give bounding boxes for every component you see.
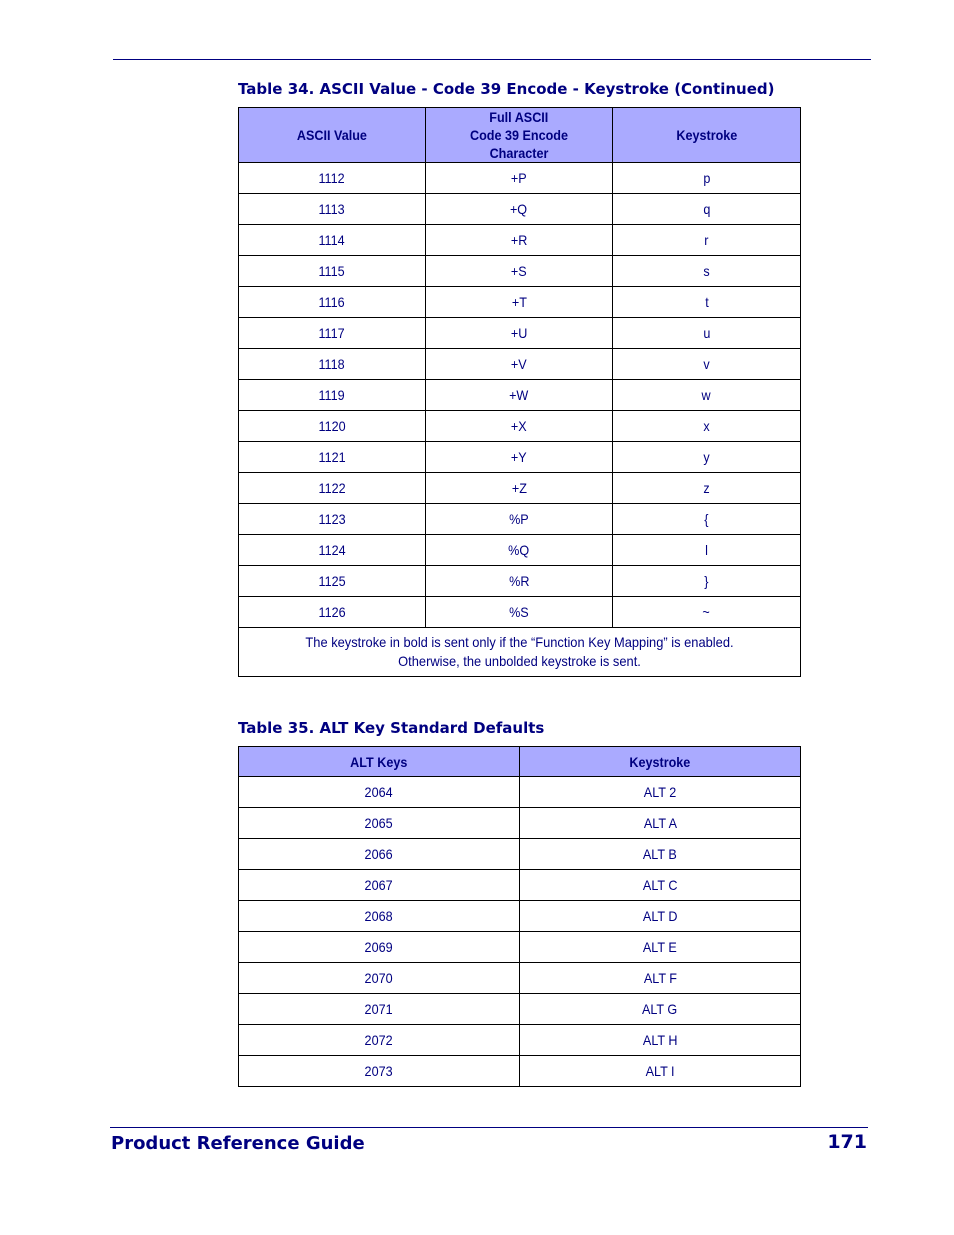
table-row [239, 256, 801, 287]
table-cell: +W [426, 380, 613, 411]
table-35 [238, 746, 801, 1087]
header-ascii-value: ASCII Value [239, 108, 426, 163]
table-34-header-row [239, 108, 801, 163]
table-cell: 1116 [239, 287, 426, 318]
table-cell: 1123 [239, 504, 426, 535]
table-cell: ALT E [520, 932, 801, 963]
table-row [239, 318, 801, 349]
table-row [239, 163, 801, 194]
table-cell: 1112 [239, 163, 426, 194]
table-row [239, 473, 801, 504]
table-cell: v [613, 349, 801, 380]
table-row [239, 194, 801, 225]
table-cell: z [613, 473, 801, 504]
table-cell: 2070 [239, 963, 520, 994]
table-cell: ALT A [520, 808, 801, 839]
table-cell: ALT F [520, 963, 801, 994]
header-keystroke: Keystroke [520, 747, 801, 777]
table-cell: 2072 [239, 1025, 520, 1056]
footer-title: Product Reference Guide [111, 1133, 365, 1154]
table-row [239, 808, 801, 839]
table-cell: y [613, 442, 801, 473]
table-cell: %R [426, 566, 613, 597]
table-cell: ALT G [520, 994, 801, 1025]
table-cell: 1113 [239, 194, 426, 225]
table-cell: 1119 [239, 380, 426, 411]
header-keystroke: Keystroke [613, 108, 801, 163]
table-cell: 1115 [239, 256, 426, 287]
table-row [239, 1025, 801, 1056]
table-cell: +X [426, 411, 613, 442]
table-cell: 1114 [239, 225, 426, 256]
table-35-caption: Table 35. ALT Key Standard Defaults [238, 719, 545, 737]
table-row [239, 994, 801, 1025]
table-cell: 2073 [239, 1056, 520, 1087]
table-row [239, 839, 801, 870]
table-cell: %Q [426, 535, 613, 566]
table-cell: 1117 [239, 318, 426, 349]
table-row [239, 380, 801, 411]
table-cell: 1120 [239, 411, 426, 442]
table-cell: 1124 [239, 535, 426, 566]
table-cell: 1118 [239, 349, 426, 380]
table-cell: } [613, 566, 801, 597]
table-cell: ALT 2 [520, 777, 801, 808]
table-cell: 1126 [239, 597, 426, 628]
table-row [239, 349, 801, 380]
table-cell: 1122 [239, 473, 426, 504]
table-cell: r [613, 225, 801, 256]
table-cell: 2064 [239, 777, 520, 808]
table-34-note: The keystroke in bold is sent only if the “Function Key Mapping” is enabled. Otherwise, the unbolded keystroke is sent. [239, 628, 801, 677]
table-row [239, 963, 801, 994]
table-row [239, 566, 801, 597]
table-cell: ALT D [520, 901, 801, 932]
table-row [239, 1056, 801, 1087]
table-row [239, 504, 801, 535]
table-cell: t [613, 287, 801, 318]
table-cell: %S [426, 597, 613, 628]
table-34-body [239, 163, 801, 628]
table-cell: q [613, 194, 801, 225]
top-rule [113, 59, 871, 60]
table-row [239, 535, 801, 566]
table-cell: +S [426, 256, 613, 287]
table-cell: u [613, 318, 801, 349]
table-cell: 2071 [239, 994, 520, 1025]
table-row [239, 442, 801, 473]
table-cell: +P [426, 163, 613, 194]
table-cell: l [613, 535, 801, 566]
table-cell: 2067 [239, 870, 520, 901]
table-row [239, 287, 801, 318]
table-cell: ALT I [520, 1056, 801, 1087]
table-cell: +T [426, 287, 613, 318]
table-cell: +Q [426, 194, 613, 225]
table-cell: 2069 [239, 932, 520, 963]
table-34-note-row [239, 628, 801, 677]
table-cell: { [613, 504, 801, 535]
table-cell: +Z [426, 473, 613, 504]
table-cell: 2066 [239, 839, 520, 870]
table-cell: +R [426, 225, 613, 256]
table-cell: 2068 [239, 901, 520, 932]
header-full-ascii: Full ASCII Code 39 Encode Character [426, 108, 613, 163]
table-row [239, 597, 801, 628]
table-35-header-row [239, 747, 801, 777]
table-cell: %P [426, 504, 613, 535]
table-cell: 2065 [239, 808, 520, 839]
table-cell: ~ [613, 597, 801, 628]
table-cell: ALT B [520, 839, 801, 870]
table-row [239, 870, 801, 901]
page-number: 171 [827, 1131, 867, 1153]
table-row [239, 777, 801, 808]
table-row [239, 901, 801, 932]
table-cell: ALT H [520, 1025, 801, 1056]
table-34 [238, 107, 801, 677]
table-row [239, 225, 801, 256]
table-35-body [239, 777, 801, 1087]
table-cell: 1125 [239, 566, 426, 597]
table-cell: s [613, 256, 801, 287]
table-cell: 1121 [239, 442, 426, 473]
table-cell: p [613, 163, 801, 194]
table-cell: w [613, 380, 801, 411]
header-alt-keys: ALT Keys [239, 747, 520, 777]
table-cell: x [613, 411, 801, 442]
table-cell: +Y [426, 442, 613, 473]
table-row [239, 411, 801, 442]
table-cell: +U [426, 318, 613, 349]
table-cell: +V [426, 349, 613, 380]
table-34-caption: Table 34. ASCII Value - Code 39 Encode - Keystroke (Continued) [238, 80, 775, 98]
table-row [239, 932, 801, 963]
table-cell: ALT C [520, 870, 801, 901]
footer-rule [110, 1127, 868, 1128]
